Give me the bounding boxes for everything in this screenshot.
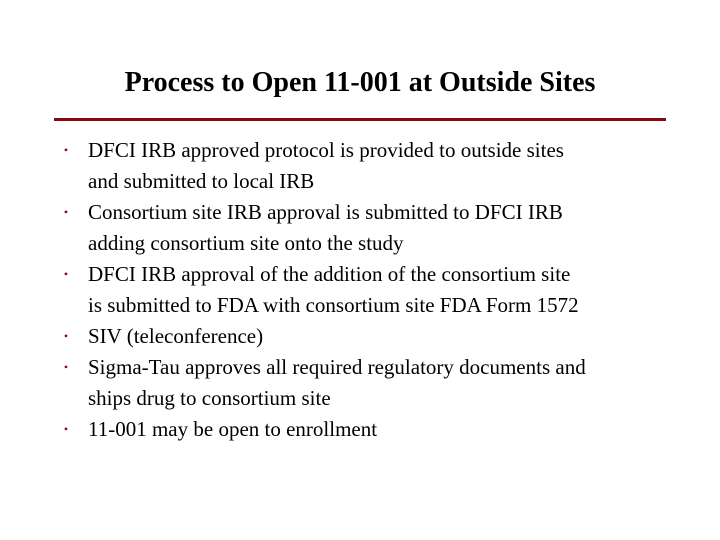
bullet-icon: • bbox=[63, 205, 69, 219]
bullet-icon: • bbox=[63, 143, 69, 157]
bullet-list bbox=[54, 135, 674, 445]
slide-title: Process to Open 11-001 at Outside Sites bbox=[124, 67, 596, 98]
bullet-icon: • bbox=[63, 360, 69, 374]
bullet-text: and submitted to local IRB bbox=[88, 169, 315, 193]
bullet-text: 11-001 may be open to enrollment bbox=[88, 417, 378, 441]
bullet-text: is submitted to FDA with consortium site FDA Form 1572 bbox=[88, 293, 579, 317]
bullet-icon: • bbox=[63, 422, 69, 436]
bullet-item bbox=[54, 414, 674, 445]
bullet-item bbox=[54, 321, 674, 352]
bullet-item bbox=[54, 135, 674, 197]
bullet-item bbox=[54, 259, 674, 321]
bullet-icon: • bbox=[63, 329, 69, 343]
bullet-icon: • bbox=[63, 267, 69, 281]
bullet-text: Sigma-Tau approves all required regulatory documents and bbox=[88, 355, 586, 379]
bullet-text: DFCI IRB approved protocol is provided to outside sites bbox=[88, 138, 564, 162]
bullet-text: adding consortium site onto the study bbox=[88, 231, 404, 255]
bullet-item bbox=[54, 197, 674, 259]
bullet-text: SIV (teleconference) bbox=[88, 324, 264, 348]
title-divider bbox=[54, 118, 666, 121]
bullet-text: ships drug to consortium site bbox=[88, 386, 331, 410]
bullet-text: Consortium site IRB approval is submitted to DFCI IRB bbox=[88, 200, 563, 224]
bullet-item bbox=[54, 352, 674, 414]
bullet-text: DFCI IRB approval of the addition of the consortium site bbox=[88, 262, 571, 286]
